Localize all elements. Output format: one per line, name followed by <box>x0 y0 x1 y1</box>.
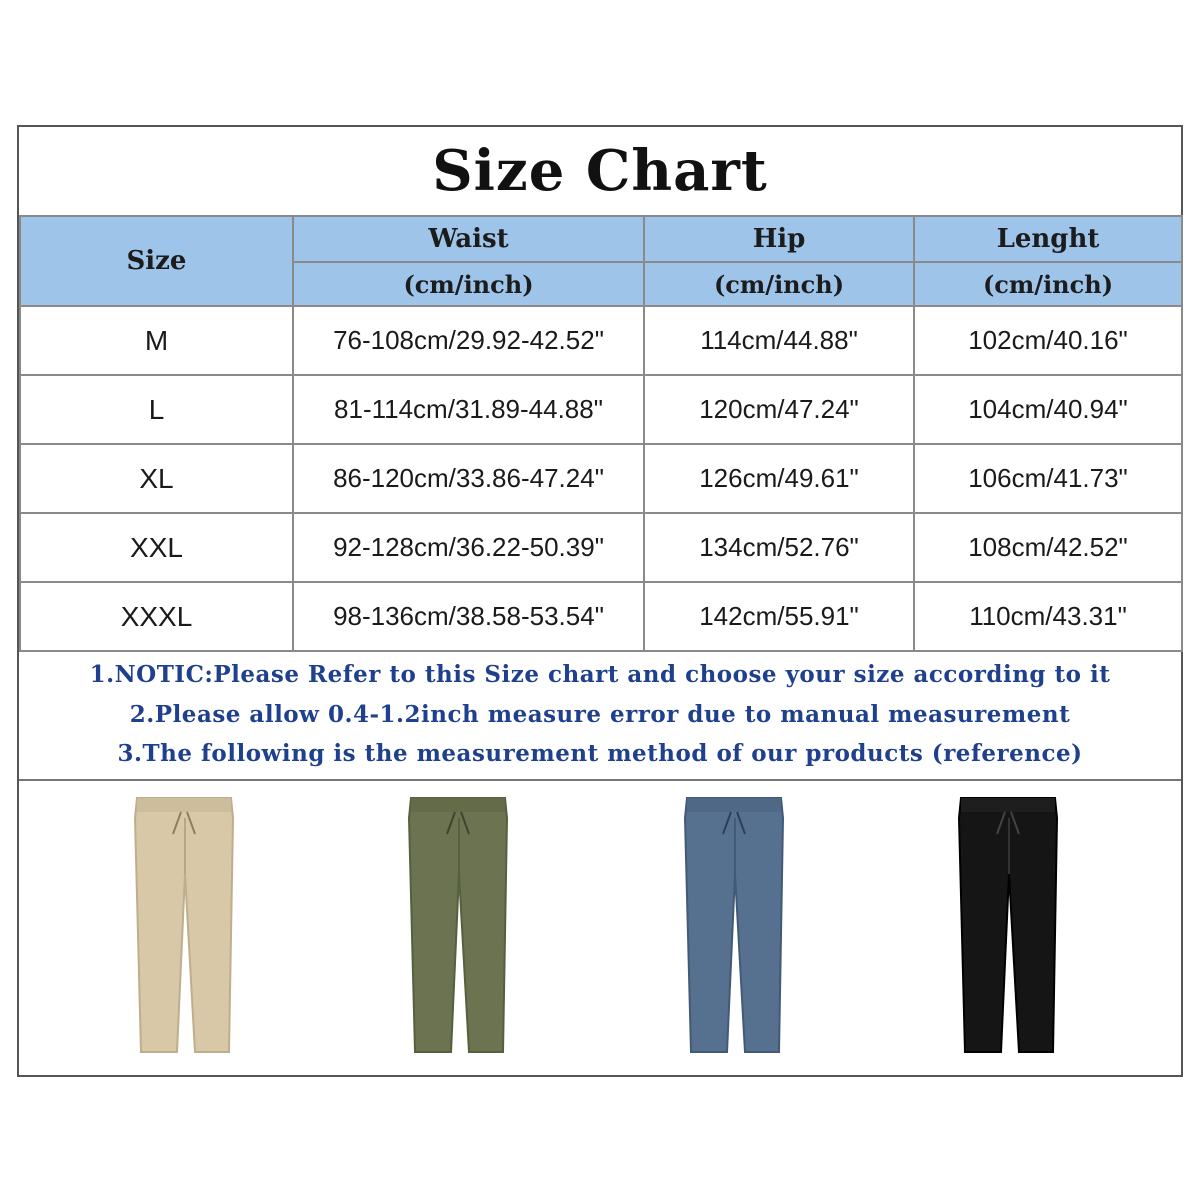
product-images <box>19 782 1181 1077</box>
header-waist-unit: (cm/inch) <box>293 262 644 306</box>
notes-section <box>19 649 1181 781</box>
page-title: Size Chart <box>432 138 768 204</box>
header-waist: Waist <box>293 216 644 262</box>
black-pants-image <box>953 794 1063 1056</box>
table-row <box>20 375 1182 444</box>
size-cell: XL <box>20 444 293 513</box>
header-hip: Hip <box>644 216 914 262</box>
olive-pants-image <box>403 794 513 1056</box>
length-cell: 108cm/42.52" <box>914 513 1182 582</box>
size-table <box>19 215 1183 652</box>
hip-cell: 142cm/55.91" <box>644 582 914 651</box>
size-cell: M <box>20 306 293 375</box>
waist-cell: 92-128cm/36.22-50.39" <box>293 513 644 582</box>
length-cell: 110cm/43.31" <box>914 582 1182 651</box>
header-length: Lenght <box>914 216 1182 262</box>
note-line: 2.Please allow 0.4-1.2inch measure error due to manual measurement <box>129 700 1071 728</box>
table-row <box>20 513 1182 582</box>
waist-cell: 86-120cm/33.86-47.24" <box>293 444 644 513</box>
header-length-unit: (cm/inch) <box>914 262 1182 306</box>
hip-cell: 134cm/52.76" <box>644 513 914 582</box>
size-cell: XXXL <box>20 582 293 651</box>
length-cell: 106cm/41.73" <box>914 444 1182 513</box>
hip-cell: 126cm/49.61" <box>644 444 914 513</box>
table-row <box>20 306 1182 375</box>
size-cell: L <box>20 375 293 444</box>
blue-pants-image <box>679 794 789 1056</box>
size-cell: XXL <box>20 513 293 582</box>
length-cell: 104cm/40.94" <box>914 375 1182 444</box>
size-chart-sheet <box>17 125 1183 1077</box>
table-row <box>20 582 1182 651</box>
waist-cell: 76-108cm/29.92-42.52" <box>293 306 644 375</box>
waist-cell: 81-114cm/31.89-44.88" <box>293 375 644 444</box>
note-line: 3.The following is the measurement method of our products (reference) <box>117 739 1083 767</box>
note-line: 1.NOTIC:Please Refer to this Size chart and choose your size according to it <box>89 661 1111 689</box>
table-row <box>20 444 1182 513</box>
hip-cell: 114cm/44.88" <box>644 306 914 375</box>
hip-cell: 120cm/47.24" <box>644 375 914 444</box>
header-size: Size <box>20 216 293 306</box>
header-hip-unit: (cm/inch) <box>644 262 914 306</box>
length-cell: 102cm/40.16" <box>914 306 1182 375</box>
khaki-pants-image <box>129 794 239 1056</box>
waist-cell: 98-136cm/38.58-53.54" <box>293 582 644 651</box>
